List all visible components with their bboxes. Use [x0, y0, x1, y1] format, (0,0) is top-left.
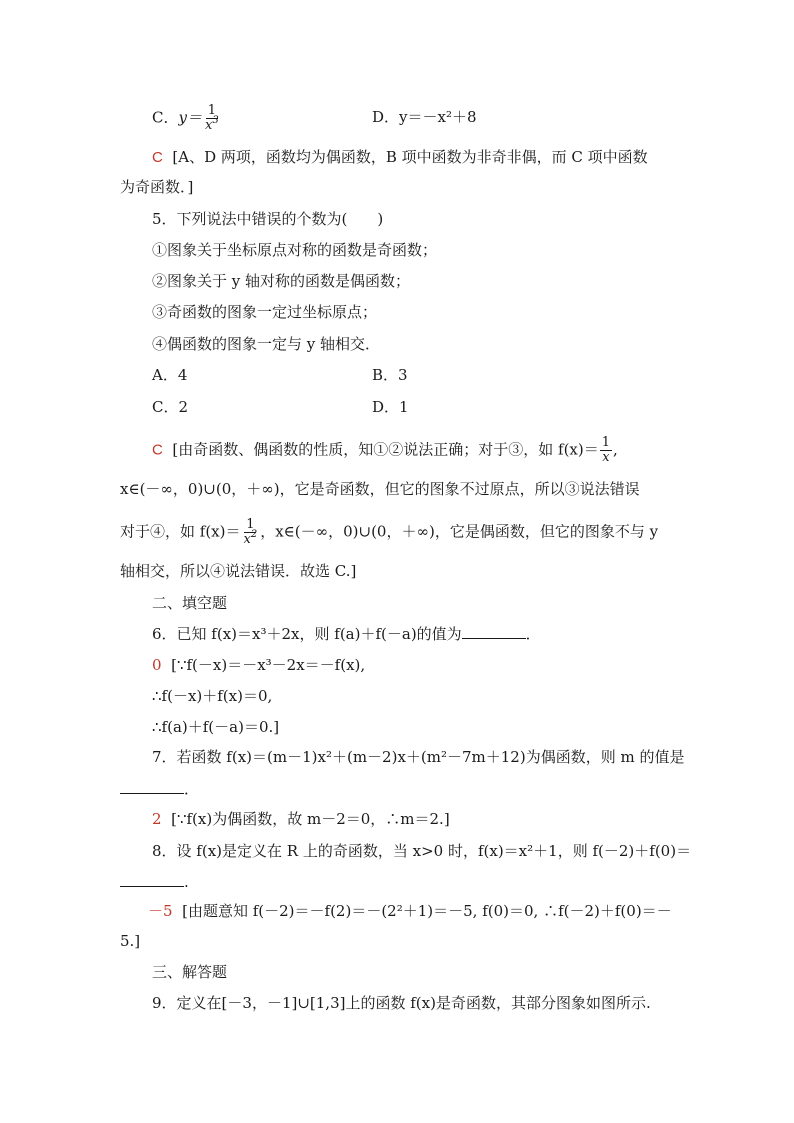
den-base: x [243, 532, 251, 547]
answer-text: ，x∈(－∞，0)∪(0，＋∞)，它是偶函数，但它的图象不与 y [260, 522, 659, 541]
fraction-denominator [241, 529, 259, 547]
q5-option-c: C．2 [152, 398, 189, 416]
q6-answer-line2: ∴f(－x)＋f(x)＝0, [152, 687, 273, 705]
answer-text: [A、D 两项，函数均为偶函数，B 项中函数为非奇非偶，而 C 项中函数 [172, 148, 648, 166]
fraction [203, 104, 221, 133]
option-label: C． [152, 108, 179, 127]
answer-text: [由奇函数、偶函数的性质，知①②说法正确；对于③，如 f(x)＝ [172, 440, 599, 459]
q8-answer-line1 [148, 900, 672, 922]
answer-text: 对于④，如 f(x)＝ [120, 522, 241, 541]
answer-text: [∵f(x)为偶函数，故 m－2＝0，∴m＝2.] [171, 810, 450, 828]
q4-option-c [152, 104, 222, 133]
answer-blank [462, 624, 526, 639]
q9-stem: 9．定义在[－3，－1]∪[1,3]上的函数 f(x)是奇函数，其部分图象如图所示. [152, 994, 651, 1012]
q6-stem [152, 623, 541, 645]
q8-answer-line2: 5.] [120, 932, 141, 950]
fraction-numerator: 1 [207, 103, 216, 118]
q4-option-d: D．y＝－x²＋8 [372, 108, 477, 126]
section-heading-solve: 三、解答题 [152, 963, 228, 981]
stem-punct: ． [184, 780, 200, 798]
den-base: x [204, 118, 213, 133]
fraction [241, 518, 259, 547]
answer-text-tail: , [613, 440, 618, 459]
answer-blank [120, 779, 184, 794]
fraction [600, 436, 612, 465]
q8-stem: 8．设 f(x)是定义在 R 上的奇函数，当 x>0 时，f(x)＝x²＋1，则 f(－2)＋f(0)＝ [152, 842, 692, 860]
q7-answer [152, 808, 450, 830]
q6-answer-line1 [152, 654, 365, 676]
q4-answer-line2: 为奇函数．] [120, 178, 194, 196]
q8-blank-line [120, 871, 189, 893]
section-heading-fill-blank: 二、填空题 [152, 594, 228, 612]
q5-statement-4: ④偶函数的图象一定与 y 轴相交． [152, 335, 381, 353]
q6-answer-line3: ∴f(a)＋f(－a)＝0.] [152, 718, 280, 736]
answer-value: 0 [152, 656, 162, 674]
answer-text: [由题意知 f(－2)＝－f(2)＝－(2²＋1)＝－5, f(0)＝0, ∴f(－2)＋f(0)＝－ [182, 902, 672, 920]
q5-statement-2: ②图象关于 y 轴对称的函数是偶函数； [152, 272, 411, 290]
den-exponent: 2 [250, 529, 258, 540]
answer-value: －5 [148, 902, 173, 920]
fraction-numerator: 1 [601, 435, 611, 450]
q5-stem: 5．下列说法中错误的个数为( ) [152, 210, 384, 228]
answer-value: 2 [152, 810, 162, 828]
q5-option-b: B．3 [372, 366, 408, 384]
answer-blank [120, 872, 184, 887]
stem-punct: ． [525, 625, 541, 643]
option-expr: y＝ [178, 108, 202, 127]
q5-answer-line4: 轴相交，所以④说法错误．故选 C.] [120, 562, 357, 580]
q5-answer-line3 [120, 518, 658, 547]
q5-answer-line1 [152, 436, 618, 465]
fraction-denominator [203, 115, 221, 133]
den-exponent: 3 [212, 115, 219, 126]
fraction-denominator: x [602, 450, 610, 465]
answer-letter: C [152, 149, 163, 166]
answer-text: [∵f(－x)＝－x³－2x＝－f(x), [171, 656, 366, 674]
q5-option-a: A．4 [152, 366, 188, 384]
q4-answer-line1 [152, 146, 648, 169]
q5-statement-3: ③奇函数的图象一定过坐标原点； [152, 303, 378, 321]
q7-blank-line [120, 778, 199, 800]
q5-statement-1: ①图象关于坐标原点对称的函数是奇函数； [152, 241, 438, 259]
stem-text: 6．已知 f(x)＝x³＋2x，则 f(a)＋f(－a)的值为 [152, 625, 462, 643]
stem-punct: . [184, 873, 189, 891]
q5-answer-line2: x∈(－∞，0)∪(0，＋∞)，它是奇函数，但它的图象不过原点，所以③说法错误 [120, 480, 640, 498]
q7-stem: 7．若函数 f(x)＝(m－1)x²＋(m－2)x＋(m²－7m＋12)为偶函数，则 m 的值是 [152, 748, 685, 766]
answer-letter: C [152, 441, 163, 459]
q5-option-d: D．1 [372, 398, 409, 416]
fraction-numerator: 1 [246, 517, 255, 532]
